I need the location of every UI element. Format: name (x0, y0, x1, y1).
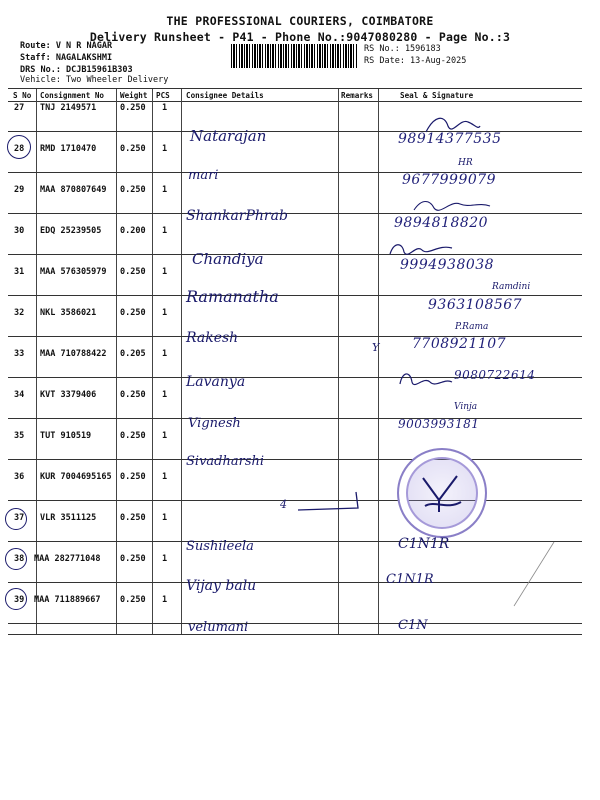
row-sno: 36 (14, 472, 25, 482)
row-rule (8, 254, 582, 255)
row-pcs: 1 (162, 390, 168, 400)
signature-name: P.Rama (455, 322, 489, 332)
row-sno: 37 (14, 513, 25, 523)
rs-date: RS Date: 13-Aug-2025 (364, 56, 467, 66)
signature-phone: 9677999079 (402, 172, 497, 188)
row-weight: 0.250 (120, 595, 146, 605)
consignee-handwriting: velumani (188, 620, 249, 635)
row-pcs: 1 (162, 431, 168, 441)
consignee-handwriting: ShankarPhrab (186, 208, 288, 224)
row-consignment: NKL 3586021 (40, 308, 97, 318)
signature-mark: C1N1R (386, 572, 434, 587)
circled-row-mark (5, 508, 27, 530)
signature-name: Ramdini (492, 282, 531, 292)
row-pcs: 1 (162, 185, 168, 195)
row-rule (8, 623, 582, 624)
row-sno: 28 (14, 144, 25, 154)
col-header-weight: Weight (120, 91, 148, 100)
remark-mark: Y (372, 341, 380, 354)
row-weight: 0.250 (120, 390, 146, 400)
row-sno: 27 (14, 103, 25, 113)
row-weight: 0.250 (120, 472, 146, 482)
row-sno: 39 (14, 595, 25, 605)
pen-stroke-icon (510, 540, 560, 610)
row-rule (8, 541, 582, 542)
signature-initials: HR (458, 158, 473, 168)
row-pcs: 1 (162, 144, 168, 154)
signature-phone: 9080722614 (454, 368, 536, 382)
circled-row-mark (5, 588, 27, 610)
row-consignment: MAA 870807649 (40, 185, 107, 195)
rs-number: RS No.: 1596183 (364, 44, 441, 54)
row-consignment: KVT 3379406 (40, 390, 97, 400)
signature-phone: 7708921107 (412, 336, 507, 352)
row-rule (8, 582, 582, 583)
stamp-signature-icon (417, 470, 467, 516)
row-sno: 38 (14, 554, 25, 564)
col-header-remarks: Remarks (341, 91, 374, 100)
row-consignment: TUT 910519 (40, 431, 92, 441)
consignee-handwriting: Vignesh (188, 416, 241, 431)
row-pcs: 1 (162, 267, 168, 277)
signature-scribble-icon (396, 368, 456, 392)
row-rule (8, 459, 582, 460)
signature-name: Vinja (454, 402, 478, 412)
col-divider (181, 89, 182, 635)
table-header-rule (8, 101, 582, 102)
table-bottom-rule (8, 634, 582, 635)
row-pcs: 1 (162, 349, 168, 359)
row-sno: 35 (14, 431, 25, 441)
signature-scribble-icon (422, 112, 482, 138)
consignee-handwriting: Rakesh (186, 330, 239, 346)
col-header-signature: Seal & Signature (400, 91, 474, 100)
signature-mark: C1N1R (398, 536, 450, 552)
row-weight: 0.205 (120, 349, 146, 359)
vehicle-label: Vehicle: Two Wheeler Delivery (20, 75, 169, 85)
consignee-handwriting: Natarajan (190, 127, 267, 145)
row-pcs: 1 (162, 595, 168, 605)
signature-phone: 9994938038 (400, 257, 495, 273)
row-consignment: EDQ 25239505 (40, 226, 102, 236)
row-consignment: MAA 711889667 (34, 595, 101, 605)
consignee-handwriting: Sivadharshi (186, 454, 265, 469)
row-sno: 32 (14, 308, 25, 318)
runsheet-title: Delivery Runsheet - P41 - Phone No.:9047080280 - Page No.:3 (89, 30, 511, 44)
circled-row-mark (5, 548, 27, 570)
barcode (231, 44, 357, 68)
row-pcs: 1 (162, 103, 168, 113)
row-pcs: 1 (162, 472, 168, 482)
staff-label: Staff: NAGALAKSHMI (20, 53, 113, 63)
row-consignment: MAA 710788422 (40, 349, 107, 359)
row-rule (8, 500, 582, 501)
row-weight: 0.250 (120, 554, 146, 564)
consignee-handwriting: Chandiya (192, 250, 264, 268)
col-header-consignment: Consignment No (40, 91, 105, 100)
row-weight: 0.250 (120, 103, 146, 113)
drs-label: DRS No.: DCJB15961B303 (20, 65, 133, 75)
consignee-handwriting: Lavanya (186, 374, 246, 390)
col-header-pcs: PCS (156, 91, 170, 100)
row-rule (8, 213, 582, 214)
row-rule (8, 418, 582, 419)
row-weight: 0.250 (120, 513, 146, 523)
col-header-sno: S No (13, 91, 32, 100)
signature-mark: C1N (398, 618, 428, 633)
row-sno: 34 (14, 390, 25, 400)
row-consignment: MAA 282771048 (34, 554, 101, 564)
circled-row-mark (7, 135, 31, 159)
row-pcs: 1 (162, 513, 168, 523)
signature-phone: 9003993181 (398, 417, 480, 431)
col-divider (152, 89, 153, 635)
row-consignment: TNJ 2149571 (40, 103, 97, 113)
signature-phone: 98914377535 (398, 131, 502, 147)
row-weight: 0.250 (120, 267, 146, 277)
row-weight: 0.250 (120, 431, 146, 441)
row-consignment: RMD 1710470 (40, 144, 97, 154)
row-pcs: 1 (162, 554, 168, 564)
table-top-rule (8, 88, 582, 89)
signature-phone: 9894818820 (394, 215, 489, 231)
company-title: THE PROFESSIONAL COURIERS, COIMBATORE (166, 14, 434, 28)
row-rule (8, 295, 582, 296)
row-consignment: KUR 7004695165 (40, 472, 112, 482)
col-divider (378, 89, 379, 635)
row-consignment: VLR 3511125 (40, 513, 97, 523)
bracket-line-icon (296, 490, 366, 520)
col-divider (338, 89, 339, 635)
row-weight: 0.250 (120, 308, 146, 318)
arrow-mark: 4 (280, 498, 287, 511)
row-sno: 31 (14, 267, 25, 277)
company-seal-stamp (397, 448, 487, 538)
row-weight: 0.250 (120, 185, 146, 195)
row-weight: 0.250 (120, 144, 146, 154)
row-sno: 30 (14, 226, 25, 236)
row-sno: 29 (14, 185, 25, 195)
row-consignment: MAA 576305979 (40, 267, 107, 277)
consignee-handwriting: mari (188, 168, 219, 183)
signature-scribble-icon (412, 196, 492, 216)
row-weight: 0.200 (120, 226, 146, 236)
row-sno: 33 (14, 349, 25, 359)
col-header-consignee: Consignee Details (186, 91, 264, 100)
row-pcs: 1 (162, 226, 168, 236)
consignee-handwriting: Sushileela (186, 539, 254, 554)
route-label: Route: V N R NAGAR (20, 41, 113, 51)
row-pcs: 1 (162, 308, 168, 318)
consignee-handwriting: Vijay balu (186, 578, 257, 594)
signature-phone: 9363108567 (428, 297, 523, 313)
col-divider (116, 89, 117, 635)
consignee-handwriting: Ramanatha (186, 287, 279, 306)
